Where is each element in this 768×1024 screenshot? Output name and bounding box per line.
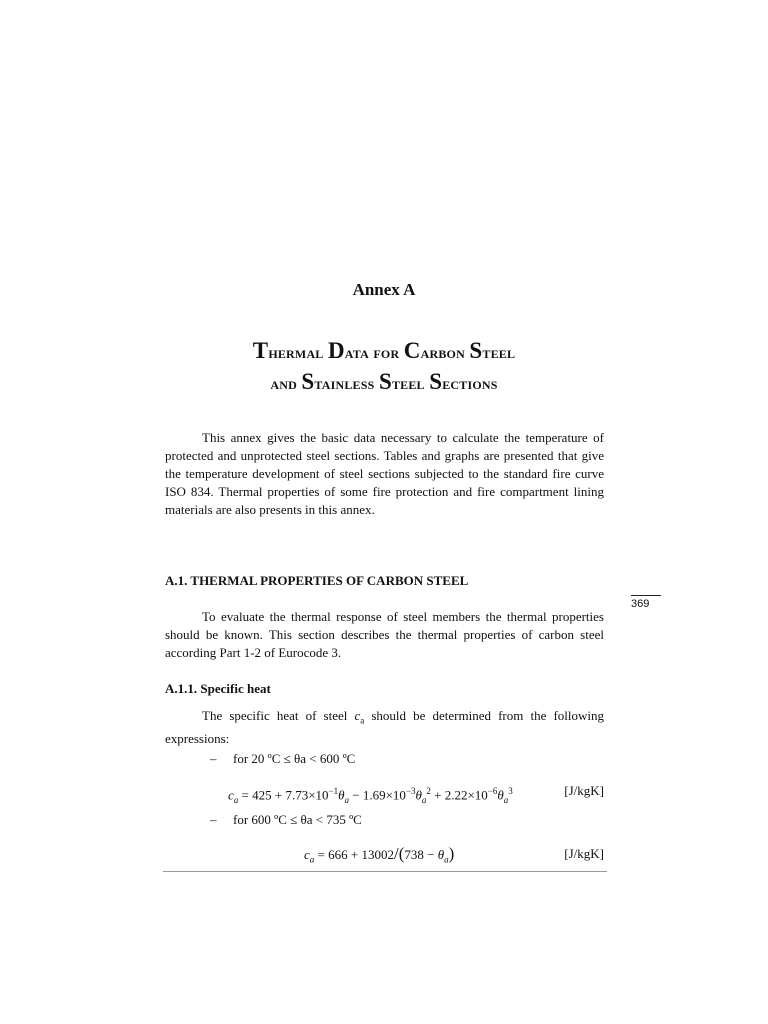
intro-paragraph: This annex gives the basic data necessary to calculate the temperature of protected and unprotected steel sections. Tables and graphs are presented that give the temperature development of steel sections subjected to the standard fire curve ISO 834. Thermal properties of some fire protection and fire compartment lining materials are also presents in this annex.	[165, 430, 604, 517]
formula-2-unit: [J/kgK]	[564, 846, 604, 861]
title-word: Carbon	[403, 338, 465, 363]
page-number: 369	[631, 598, 650, 610]
range-text: for 600 ºC ≤ θa < 735 ºC	[233, 812, 362, 827]
section-paragraph: To evaluate the thermal response of steel members the thermal properties should be known. This section describes the thermal properties of carbon steel according Part 1-2 of Eurocode 3.	[165, 609, 604, 660]
annex-label: Annex A	[352, 280, 416, 299]
title-word: Thermal	[252, 338, 324, 363]
title-word: Steel	[469, 338, 516, 363]
chapter-title-line-1	[0, 336, 768, 367]
range-item	[210, 811, 510, 829]
list-dash: –	[210, 751, 217, 766]
title-word: Sections	[429, 369, 498, 394]
chapter-title	[0, 336, 768, 398]
range-item	[210, 750, 510, 768]
page-number-rule	[631, 595, 661, 596]
title-word: Data	[327, 338, 369, 363]
title-word: Steel	[378, 369, 425, 394]
specific-heat-formula-1: $c_a = 425 + 7.73\times 10^{-1}\theta_a - 1.69\times 10^{-3}\theta_a^2 + 2.22\times 10^{-6}\theta_a^3$	[228, 786, 513, 805]
range-text: for 20 ºC ≤ θa < 600 ºC	[233, 751, 356, 766]
specific-heat-formula-2: $c_a = 666 + 13002/(738 - \theta_a)$	[304, 844, 455, 865]
specific-heat-paragraph: The specific heat of steel $c_a$ should be determined from the following expressions:	[165, 708, 605, 746]
chapter-title-line-2	[0, 367, 768, 398]
title-word: and	[270, 374, 297, 393]
subsection-heading: A.1.1. Specific heat	[165, 681, 271, 696]
formula-1-unit: [J/kgK]	[564, 783, 604, 798]
title-word: Stainless	[301, 369, 375, 394]
bottom-rule	[163, 871, 607, 872]
section-heading: A.1. THERMAL PROPERTIES OF CARBON STEEL	[165, 573, 469, 588]
list-dash: –	[210, 812, 217, 827]
title-word: for	[373, 343, 400, 362]
